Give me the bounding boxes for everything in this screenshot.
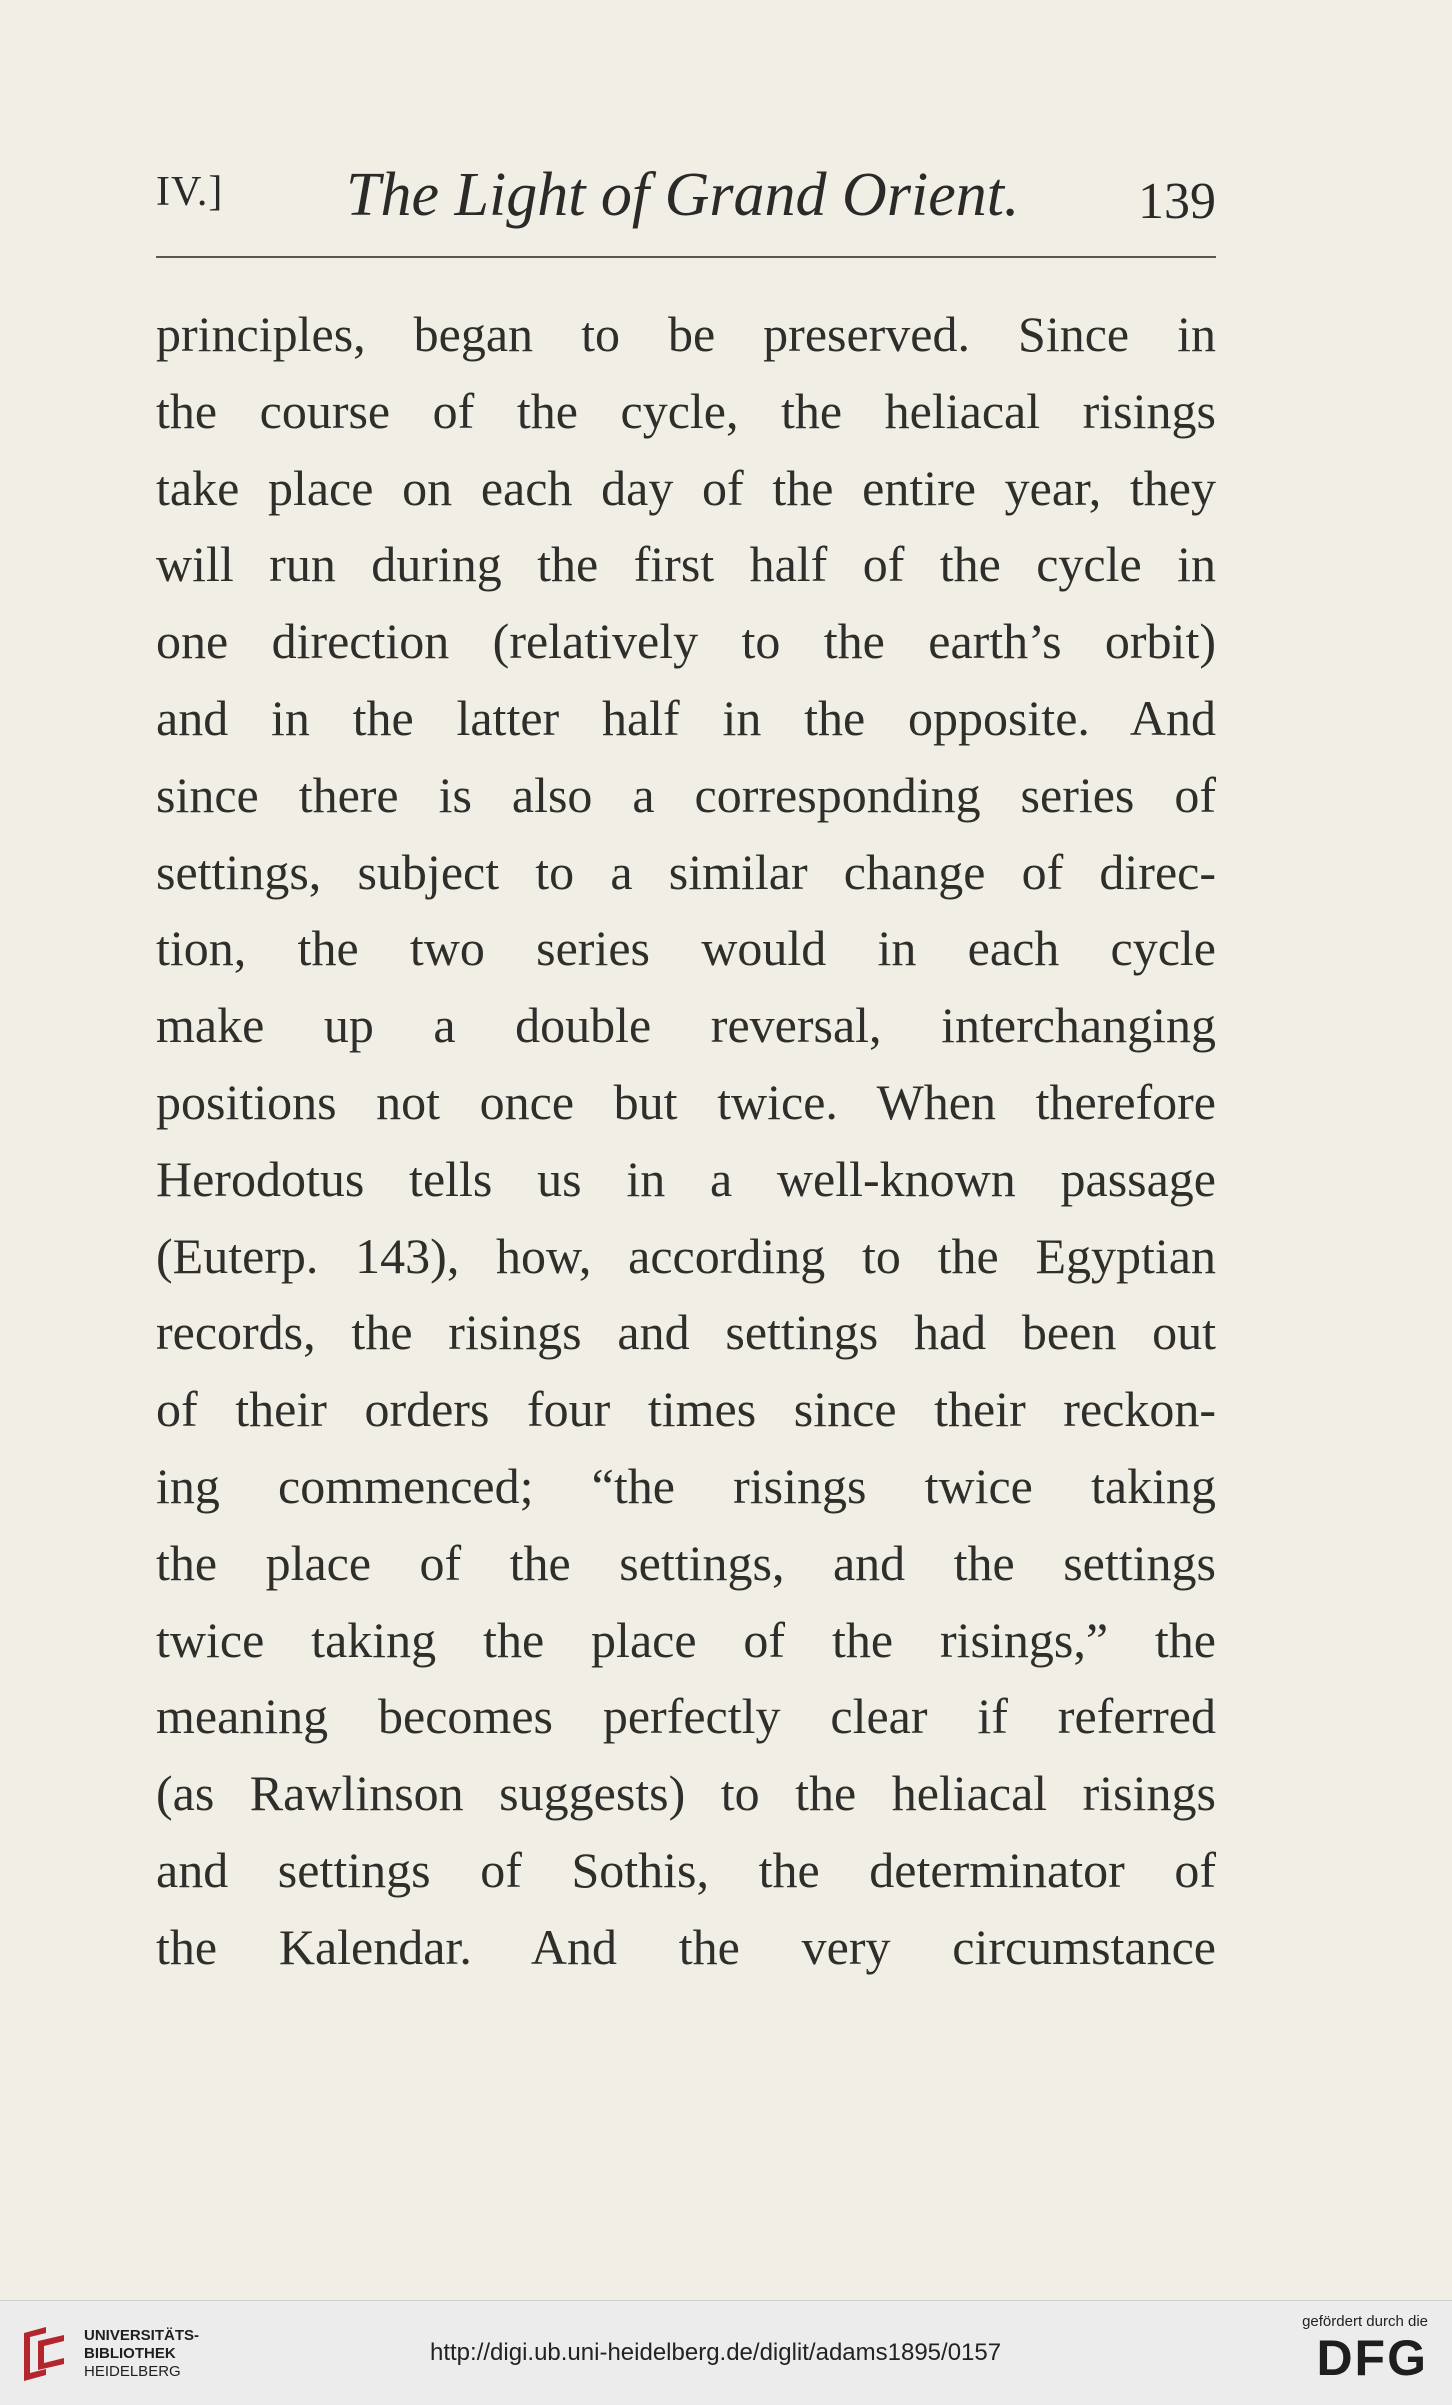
viewer-footer	[0, 2300, 1452, 2405]
text-line: and settings of Sothis, the determinator of	[156, 1841, 1216, 1898]
text-line: take place on each day of the entire year, they	[156, 459, 1216, 516]
library-name-line: HEIDELBERG	[84, 2363, 181, 2380]
text-line: (as Rawlinson suggests) to the heliacal risings	[156, 1765, 1216, 1822]
text-line: one direction (relatively to the earth’s orbit)	[156, 613, 1216, 670]
library-name-line: UNIVERSITÄTS-	[84, 2327, 200, 2344]
text-line: of their orders four times since their reckon-	[156, 1381, 1216, 1438]
text-line: the course of the cycle, the heliacal risings	[156, 382, 1216, 439]
text-line: ing commenced; “the risings twice taking	[156, 1457, 1216, 1514]
page-number: 139	[1138, 173, 1216, 230]
text-line: meaning becomes perfectly clear if referred	[156, 1688, 1216, 1745]
text-line: tion, the two series would in each cycle	[156, 920, 1216, 977]
text-line: principles, began to be preserved. Since in	[156, 306, 1216, 362]
running-header	[156, 160, 1216, 230]
text-line: the place of the settings, and the settings	[156, 1534, 1216, 1591]
funding-credit[interactable]	[1302, 2313, 1428, 2386]
text-line: Herodotus tells us in a well-known passage	[156, 1150, 1216, 1207]
library-name-line: BIBLIOTHEK	[84, 2345, 176, 2362]
text-line: since there is also a corresponding series of	[156, 766, 1216, 823]
dfg-logo: DFG	[1316, 2330, 1428, 2386]
text-line: settings, subject to a similar change of direc-	[156, 843, 1216, 900]
chapter-marker: IV.]	[156, 169, 224, 215]
text-line: make up a double reversal, interchanging	[156, 997, 1216, 1054]
library-logo-icon[interactable]	[18, 2323, 72, 2383]
text-line: twice taking the place of the risings,” the	[156, 1611, 1216, 1668]
permalink-url[interactable]: http://digi.ub.uni-heidelberg.de/diglit/adams1895/0157	[430, 2339, 1002, 2366]
running-title: The Light of Grand Orient.	[346, 161, 1020, 229]
text-line: and in the latter half in the opposite. And	[156, 689, 1216, 746]
body-text	[156, 296, 1216, 1986]
header-rule	[156, 256, 1216, 258]
funding-note: gefördert durch die	[1302, 2313, 1428, 2330]
text-line: positions not once but twice. When therefore	[156, 1073, 1216, 1130]
text-line: will run during the first half of the cycle in	[156, 536, 1216, 593]
library-name[interactable]	[84, 2327, 199, 2381]
text-line: (Euterp. 143), how, according to the Egyptian	[156, 1227, 1216, 1284]
text-line: records, the risings and settings had been out	[156, 1304, 1216, 1361]
text-line: the Kalendar. And the very circumstance	[156, 1918, 1216, 1975]
